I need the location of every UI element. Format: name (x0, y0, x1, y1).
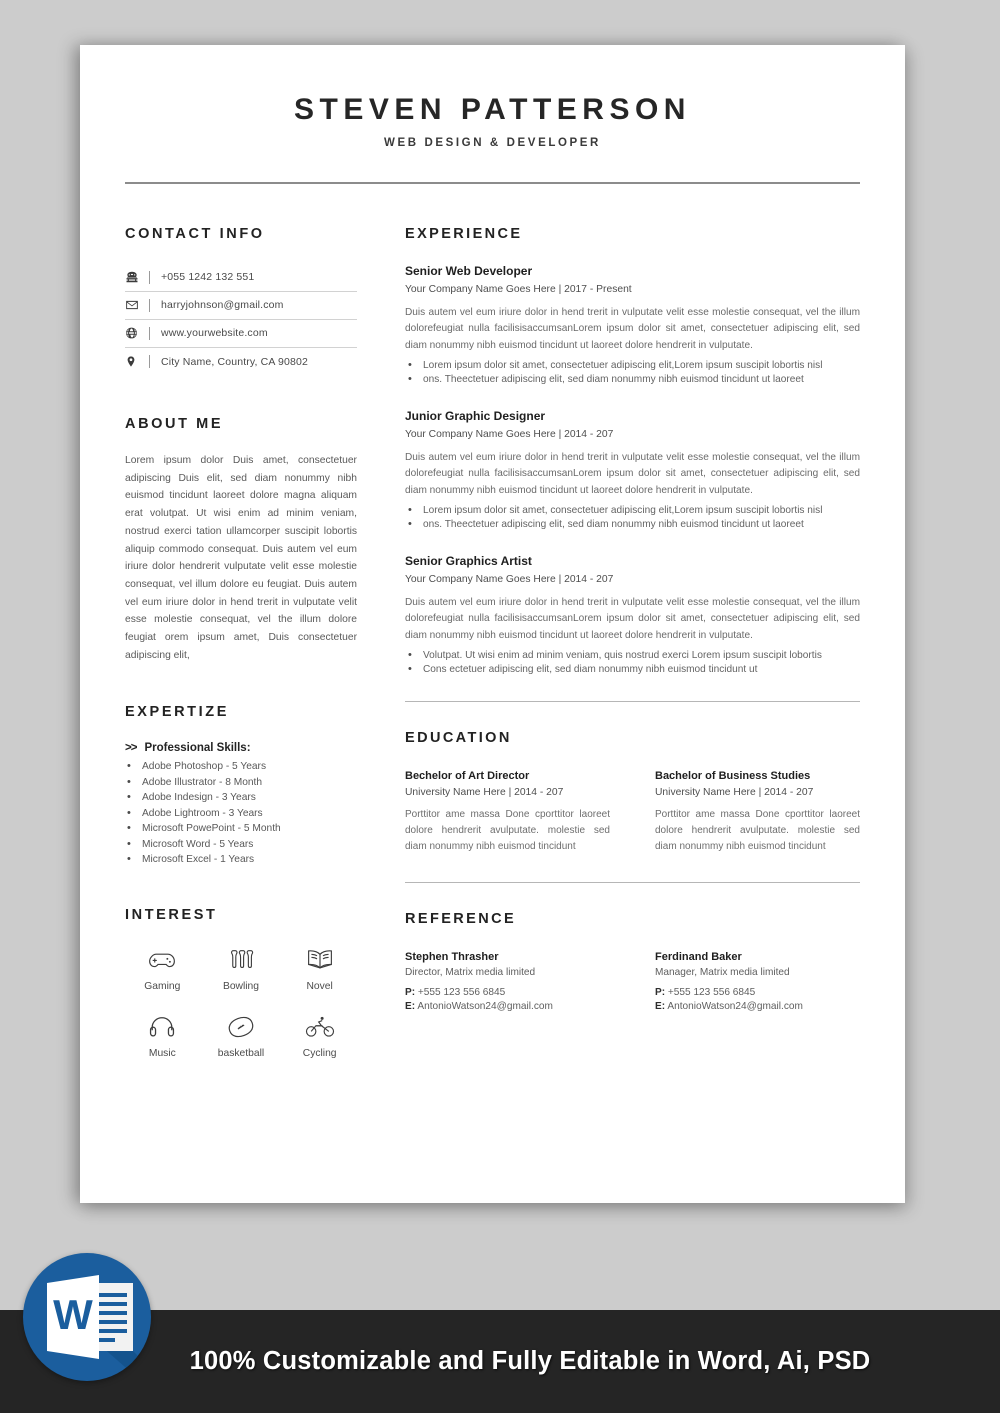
column-gap (357, 226, 405, 1059)
interest-item (282, 945, 357, 992)
interest-label: Cycling (302, 1048, 337, 1060)
reference-title: REFERENCE (405, 910, 517, 927)
education-description: Porttitor ame massa Done cporttitor laoreet dolore hendrerit avulputate. molestie sed diam nonummy nibh euismod tincidunt (655, 809, 860, 853)
globe-icon (125, 326, 147, 340)
contact-value: www.yourwebsite.com (161, 327, 268, 339)
phone-label: P: (655, 986, 666, 998)
reference-name: Stephen Thrasher (405, 950, 499, 963)
education-title: EDUCATION (405, 730, 512, 747)
open-book-icon (306, 945, 334, 975)
experience-item (405, 554, 860, 675)
expertize-title: EXPERTIZE (125, 704, 229, 721)
job-company-dates: Your Company Name Goes Here | 2014 - 207 (405, 429, 614, 441)
contact-value: harryjohnson@gmail.com (161, 299, 284, 311)
reference-title-company: Director, Matrix media limited (405, 966, 536, 978)
job-bullets (405, 505, 860, 530)
contact-separator (149, 271, 150, 284)
interest-item (125, 1012, 200, 1059)
phone-icon (125, 270, 147, 284)
reference-email (655, 1001, 860, 1012)
list-item: • ons. Theectetuer adipiscing elit, sed diam nonummy nibh euismod tincidunt ut laoreet (405, 374, 860, 385)
list-item: • Microsoft Word - 5 Years (125, 839, 357, 850)
interest-item (282, 1012, 357, 1059)
experience-title: EXPERIENCE (405, 226, 523, 242)
email-label: E: (655, 1000, 666, 1012)
phone-value: +555 123 556 6845 (667, 986, 756, 998)
job-company-dates: Your Company Name Goes Here | 2017 - Present (405, 284, 632, 295)
interest-label: basketball (217, 1048, 265, 1060)
education-item (405, 770, 610, 856)
contact-row[interactable] (125, 348, 357, 376)
reference-email (405, 1001, 610, 1012)
candidate-role: WEB DESIGN & DEVELOPER (384, 137, 601, 149)
list-item: • Adobe Lightroom - 3 Years (125, 808, 357, 819)
interest-label: Novel (306, 981, 333, 993)
section-divider (405, 701, 860, 702)
word-badge-letter: W (53, 1291, 93, 1338)
reference-title-company: Manager, Matrix media limited (655, 966, 790, 978)
list-item: • Lorem ipsum dolor sit amet, consectetuer adipiscing elit,Lorem ipsum suscipit lobortis nisl (405, 505, 860, 516)
job-bullets (405, 360, 860, 385)
resume-page (80, 45, 905, 1203)
contact-value: +055 1242 132 551 (161, 271, 255, 283)
reference-item (655, 951, 860, 1012)
phone-label: P: (405, 986, 416, 998)
microsoft-word-icon (23, 1253, 151, 1381)
contact-info-section (125, 226, 357, 376)
contact-row[interactable] (125, 292, 357, 320)
reference-grid (405, 951, 860, 1012)
resume-header (125, 93, 860, 184)
envelope-icon (125, 298, 147, 312)
list-item: • Adobe Photoshop - 5 Years (125, 761, 357, 772)
list-item: • Microsoft Excel - 1 Years (125, 854, 357, 865)
list-item: • Microsoft PowePoint - 5 Month (125, 823, 357, 834)
contact-row[interactable] (125, 320, 357, 348)
section-divider (405, 882, 860, 883)
email-label: E: (405, 1000, 416, 1012)
contact-separator (149, 299, 150, 312)
contact-row[interactable] (125, 264, 357, 292)
bicycle-icon (305, 1012, 335, 1042)
education-grid (405, 770, 860, 856)
experience-item (405, 264, 860, 385)
job-title: Senior Web Developer (405, 264, 533, 278)
professional-skills-subhead (125, 742, 357, 754)
interest-title: INTEREST (125, 907, 218, 924)
reference-phone (655, 987, 860, 998)
football-icon (226, 1012, 256, 1042)
degree-title: Bechelor of Art Director (405, 770, 530, 783)
reference-section (405, 911, 860, 1012)
list-item: • Adobe Illustrator - 8 Month (125, 777, 357, 788)
header-divider (125, 182, 860, 184)
job-description: Duis autem vel eum iriure dolor in hend trerit in vulputate velit esse molestie consequat, vel the illum dolorefeugiat nulla facilisisaccumsanLorem ipsum dolor sit amet, consectetuer adipiscing elit, sed diam nonummy nibh euismod tincidunt ut laoreet dolore hendrerit in vulputate. (405, 452, 860, 496)
job-title: Junior Graphic Designer (405, 409, 546, 424)
about-me-body: Lorem ipsum dolor Duis amet, consectetuer adipiscing Duis elit, sed diam nonummy nibh euismod tincidunt laoreet dolore magna aliquam erat volutpat. Ut wisi enim ad minim veniam, nostrud exerci tation ullamcorper suscipit lobortis aliquip commodo consequat. Duis autem vel eum iriure dolor hendrerit vulputate velit esse molestie consequat, vel illum dolore eu feugiat. Duis autem vel eum iriure dolor in hend trerit in vulputate velit esse molestie consequat, vel the illum dolore feugiat orem ipsum amet, Duis consectetuer adipiscing elit, (125, 455, 357, 661)
experience-item (405, 409, 860, 530)
promo-banner-text: 100% Customizable and Fully Editable in Word, Ai, PSD (189, 1347, 871, 1375)
reference-name: Ferdinand Baker (655, 950, 742, 963)
email-value: AntonioWatson24@gmail.com (417, 1000, 553, 1012)
right-column (405, 226, 860, 1059)
interest-label: Gaming (144, 981, 181, 993)
contact-separator (149, 355, 150, 368)
skills-list (125, 761, 357, 865)
education-item (655, 770, 860, 856)
contact-info-title: CONTACT INFO (125, 226, 265, 242)
email-value: AntonioWatson24@gmail.com (667, 1000, 803, 1012)
degree-title: Bachelor of Business Studies (655, 770, 811, 783)
interest-label: Music (148, 1048, 176, 1060)
list-item: • Volutpat. Ut wisi enim ad minim veniam, quis nostrud exerci Lorem ipsum suscipit lobortis (405, 650, 860, 661)
interest-grid (125, 945, 357, 1059)
interest-item (204, 945, 279, 992)
education-description: Porttitor ame massa Done cporttitor laoreet dolore hendrerit avulputate. molestie sed diam nonummy nibh euismod tincidunt (405, 809, 610, 853)
reference-item (405, 951, 610, 1012)
interest-item (204, 1012, 279, 1059)
left-column (125, 226, 357, 1059)
list-item: • Adobe Indesign - 3 Years (125, 792, 357, 803)
contact-separator (149, 327, 150, 340)
candidate-name: STEVEN PATTERSON (294, 93, 691, 126)
contact-value: City Name, Country, CA 90802 (161, 355, 308, 368)
bowling-pins-icon (228, 945, 254, 975)
interest-section (125, 907, 357, 1059)
about-me-section (125, 416, 357, 664)
job-company-dates: Your Company Name Goes Here | 2014 - 207 (405, 574, 614, 586)
education-section (405, 730, 860, 856)
university-dates: University Name Here | 2014 - 207 (655, 787, 814, 799)
list-item: • Cons ectetuer adipiscing elit, sed diam nonummy nibh euismod tincidunt ut (405, 664, 860, 675)
interest-label: Bowling (222, 981, 260, 993)
job-description: Duis autem vel eum iriure dolor in hend trerit in vulputate velit esse molestie consequat, vel the illum dolorefeugiat nulla facilisisaccumsanLorem ipsum dolor sit amet, consectetuer adipiscing elit, sed diam nonummy nibh euismod tincidunt ut laoreet dolore hendrerit in vulputate. (405, 307, 860, 351)
experience-section (405, 226, 860, 675)
chevron-double-right-icon: >> (125, 742, 137, 755)
reference-phone (405, 987, 610, 998)
list-item: • Lorem ipsum dolor sit amet, consectetuer adipiscing elit,Lorem ipsum suscipit lobortis nisl (405, 360, 860, 371)
phone-value: +555 123 556 6845 (417, 986, 506, 998)
expertize-section (125, 704, 357, 865)
job-bullets (405, 650, 860, 675)
about-me-title: ABOUT ME (125, 416, 224, 432)
interest-item (125, 945, 200, 992)
job-title: Senior Graphics Artist (405, 554, 532, 569)
gamepad-icon (148, 945, 176, 975)
location-pin-icon (125, 354, 147, 369)
contact-list (125, 264, 357, 376)
job-description: Duis autem vel eum iriure dolor in hend trerit in vulputate velit esse molestie consequat, vel the illum dolorefeugiat nulla facilisisaccumsanLorem ipsum dolor sit amet, consectetuer adipiscing elit, sed diam nonummy nibh euismod tincidunt ut laoreet dolore hendrerit in vulputate. (405, 597, 860, 641)
university-dates: University Name Here | 2014 - 207 (405, 787, 564, 799)
headphones-icon (149, 1012, 175, 1042)
list-item: • ons. Theectetuer adipiscing elit, sed diam nonummy nibh euismod tincidunt ut laoreet (405, 519, 860, 530)
professional-skills-label: Professional Skills: (144, 742, 251, 755)
